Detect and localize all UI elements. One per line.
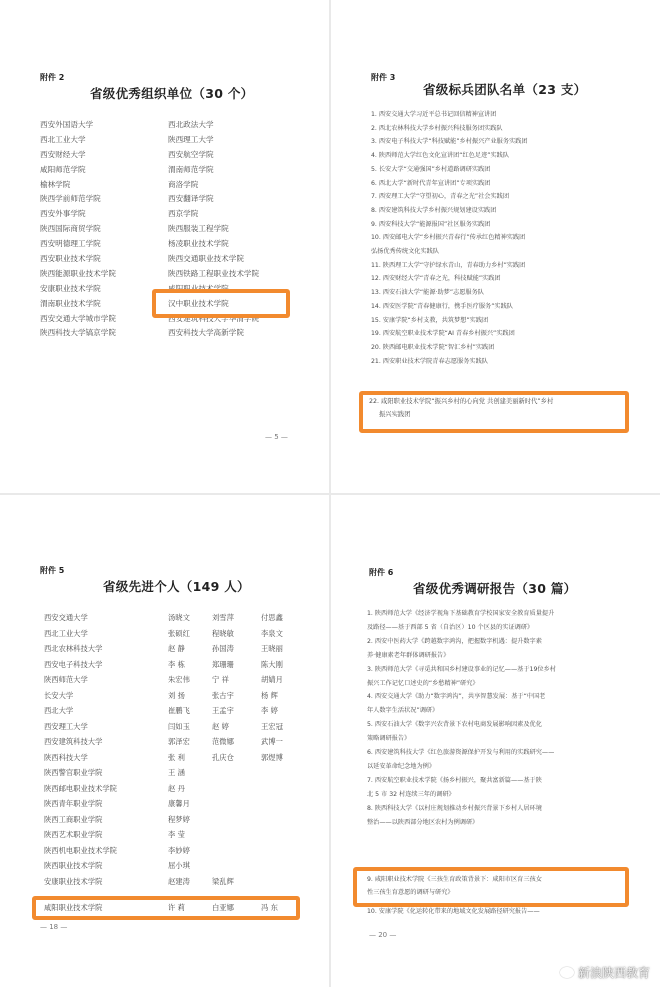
report-line: 4. 西安交通大学《助力“数字鸿沟”，共享智慧发展：基于“中国老 (367, 693, 546, 701)
person-name: 范微娜 (212, 737, 234, 746)
report-item: 10. 安康学院《化运转化带来的地域文化发展路径研究报告—— (367, 908, 540, 915)
unit-name: 榆林学院 (40, 179, 71, 189)
person-name: 许 莉 (168, 903, 185, 912)
unit-name: 西北政法大学 (168, 120, 214, 129)
unit-name: 安康职业技术学院 (40, 283, 101, 293)
person-name: 张硕红 (168, 628, 190, 638)
person-name: 汤晓文 (168, 613, 190, 622)
team-item: 19. 西安航空职业技术学院“AI 青春乡村振兴”实践团 (371, 330, 515, 338)
page-title: 省级标兵团队名单（23 支） (423, 82, 587, 97)
school-name: 陕西青年职业学院 (44, 799, 103, 808)
report-line: 6. 西安建筑科技大学《红色旅游资源保护开发与利用的实践研究—— (367, 749, 555, 757)
report-line: 振兴工作记忆口述史的“乡愁精神”研究》 (367, 679, 479, 687)
unit-name: 西京学院 (168, 209, 199, 219)
page-title: 省级优秀调研报告（30 篇） (413, 581, 577, 596)
school-name: 西安理工大学 (44, 721, 88, 731)
person-name: 王孟宇 (212, 706, 234, 715)
school-name: 咸阳职业技术学院 (44, 903, 103, 912)
unit-name: 陕西学前师范学院 (40, 194, 101, 204)
team-item: 9. 西安科技大学“能源报国”社区服务实践团 (371, 220, 491, 228)
page-title: 省级优秀组织单位（30 个） (90, 86, 254, 101)
team-item: 1. 西安交通大学习近平总书记回信精神宣讲团 (371, 111, 497, 118)
person-name: 刘雪萍 (212, 613, 234, 622)
unit-name: 西安航空学院 (168, 149, 214, 159)
person-name: 赵 婷 (212, 721, 229, 731)
team-item: 14. 西安医学院“青春健康行，携手医疗服务”实践队 (371, 302, 513, 310)
page-title: 省级先进个人（149 人） (103, 579, 250, 594)
unit-name: 汉中职业技术学院 (168, 298, 229, 308)
highlighted-report-line-1: 9. 咸阳职业技术学院《三孩生育政策背景下：咸阳市区育三孩女 (367, 876, 542, 883)
school-name: 陕西机电职业技术学院 (44, 845, 117, 855)
school-name: 长安大学 (44, 690, 74, 700)
report-line: 1. 陕西师范大学《经济学视角下基础教育学校国家安全教育质量提升 (367, 610, 555, 617)
person-name: 程晓敏 (212, 628, 234, 638)
school-name: 西安电子科技大学 (44, 659, 103, 669)
person-name: 程梦婷 (168, 814, 190, 824)
unit-name: 陕西国际商贸学院 (40, 224, 101, 234)
person-name: 胡婧月 (261, 675, 283, 684)
unit-name: 西安财经大学 (40, 149, 86, 159)
report-line: 策略调研报告》 (367, 735, 411, 743)
unit-name: 渭南职业技术学院 (40, 298, 101, 308)
person-name: 王宏冠 (261, 721, 283, 731)
weibo-icon (560, 967, 574, 978)
highlighted-team-line-2: 振兴实践团 (379, 411, 411, 418)
person-name: 刘 扬 (168, 690, 185, 700)
attachment-label: 附件 5 (40, 566, 65, 575)
person-name: 李 栋 (168, 659, 185, 669)
person-name: 孙国涛 (212, 644, 234, 653)
report-line: 养·健康素老年群体调研报告》 (367, 651, 450, 659)
school-name: 陕西邮电职业技术学院 (44, 783, 117, 793)
highlighted-report-line-2: 性三孩生育意愿的调研与研究》 (367, 889, 454, 896)
watermark (560, 964, 650, 981)
unit-name: 西安交通大学城市学院 (40, 313, 116, 323)
unit-list-left (40, 118, 116, 341)
report-line: 以延安革命纪念地为例》 (367, 762, 436, 770)
school-name: 陕西科技大学 (44, 752, 88, 762)
highlight-box (359, 391, 629, 433)
person-name: 白亚娜 (212, 903, 234, 912)
person-name: 郭泽宏 (168, 737, 190, 746)
school-name: 陕西职业技术学院 (44, 861, 103, 870)
attachment-label: 附件 3 (371, 73, 396, 82)
team-item: 4. 陕西师范大学红色文化宣讲团“红色足迹”实践队 (371, 152, 510, 160)
person-name: 孔庆仓 (212, 752, 234, 762)
school-name: 陕西艺术职业学院 (44, 830, 103, 839)
school-name: 西安交通大学 (44, 613, 88, 622)
person-name: 王 涵 (168, 768, 185, 777)
unit-name: 陕西铁路工程职业技术学院 (168, 268, 260, 278)
report-line: 7. 西安航空职业技术学院《扬乡村振兴，聚共富新篇——基于陕 (367, 776, 542, 784)
person-name: 王晓丽 (261, 644, 283, 653)
school-name: 安康职业技术学院 (44, 876, 103, 886)
report-line: 5. 西安石油大学《数字兴农背景下农村电商发展影响因素及优化 (367, 721, 542, 729)
unit-name: 商洛学院 (168, 179, 199, 189)
team-item: 2. 西北农林科技大学乡村振兴科技服务团实践队 (371, 124, 503, 132)
team-item: 6. 西北大学“新时代青年宣讲团”专项实践团 (371, 179, 491, 187)
unit-name: 西安建筑科技大学华清学院 (168, 313, 260, 323)
unit-name: 渭南师范学院 (168, 164, 214, 174)
team-item: 10. 西安邮电大学“乡村振兴青春行”传承红色精神实践团 (371, 234, 526, 242)
team-item: 12. 西安财经大学“青春之光，科技赋能”实践团 (371, 275, 501, 283)
unit-name: 西安外事学院 (40, 209, 86, 219)
team-item: 5. 长安大学“交通强国”乡村道路调研实践团 (371, 165, 491, 173)
highlight-box (353, 867, 629, 907)
team-item: 11. 陕西理工大学“守护绿水青山，青春助力乡村”实践团 (371, 261, 526, 269)
unit-name: 杨凌职业技术学院 (168, 239, 229, 249)
report-line: 年人数字生活状况”调研》 (367, 707, 439, 715)
person-name: 陈大刚 (261, 659, 283, 669)
person-name: 朱宏伟 (168, 675, 190, 684)
person-name: 张 利 (168, 752, 185, 762)
unit-name: 西安明德理工学院 (40, 239, 101, 249)
person-name: 崔鹏飞 (168, 706, 190, 715)
team-item: 13. 西安石油大学“能源·助梦”志愿服务队 (371, 289, 484, 297)
school-name: 陕西师范大学 (44, 675, 88, 684)
page-number: — 5 — (265, 433, 288, 441)
report-list (367, 607, 556, 830)
person-name: 张古宇 (212, 690, 234, 700)
person-name: 李 婷 (261, 706, 278, 715)
person-name: 赵建涛 (168, 876, 190, 886)
unit-name: 陕西科技大学镐京学院 (40, 328, 116, 338)
team-item: 3. 西安电子科技大学“科技赋能”乡村振兴产业服务实践团 (371, 138, 528, 146)
person-name: 宁 祥 (212, 675, 229, 684)
highlighted-team-line-1: 22. 咸阳职业技术学院“振兴乡村的心向党 共创建美丽新时代”乡村 (369, 398, 554, 405)
person-name: 闫如玉 (168, 721, 190, 731)
person-name: 李 莹 (168, 830, 185, 839)
person-name: 赵 静 (168, 644, 185, 653)
school-name: 西北工业大学 (44, 628, 88, 638)
report-list-last (367, 905, 540, 919)
unit-name: 西安外国语大学 (40, 120, 94, 129)
document-page-attachment-3 (331, 0, 660, 493)
unit-name: 咸阳职业技术学院 (168, 283, 229, 293)
team-item: 弘扬优秀传统文化实践队 (371, 248, 440, 256)
unit-name: 西安科技大学高新学院 (168, 328, 244, 338)
unit-name: 陕西服装工程学院 (168, 224, 229, 234)
school-name: 陕西警官职业学院 (44, 768, 103, 777)
person-name: 屈小琪 (168, 861, 190, 870)
team-item: 20. 陕西邮电职业技术学院“智汇乡村”实践团 (371, 343, 495, 351)
school-name: 西北农林科技大学 (44, 644, 103, 653)
person-name: 冯 东 (261, 903, 278, 912)
team-item: 7. 西安理工大学“守望初心，青春之光”社会实践团 (371, 193, 510, 201)
person-name: 李泉文 (261, 628, 283, 638)
person-name: 郑珊珊 (212, 659, 234, 669)
report-line: 北 5 市 32 村连续三年的调研》 (367, 790, 455, 798)
document-page-attachment-6 (331, 495, 660, 987)
attachment-label: 附件 6 (369, 568, 394, 577)
school-name: 西北大学 (44, 706, 74, 715)
person-name: 康馨月 (168, 799, 190, 808)
report-line: 8. 陕西科技大学《以村庄规划推动乡村振兴背景下乡村人居环境 (367, 804, 542, 812)
document-page-attachment-5 (0, 495, 329, 987)
unit-name: 西北工业大学 (40, 134, 86, 144)
page-number: — 20 — (369, 931, 397, 939)
watermark-text: 新浪陕西教育 (577, 966, 650, 980)
report-line: 整治——以陕西部分地区农村为例调研》 (367, 818, 479, 826)
report-line: 2. 西安中医药大学《跨越数字鸿沟，把握数字机遇：提升数字素 (367, 637, 542, 645)
person-name: 郭煜博 (261, 752, 283, 762)
person-name: 李妙婷 (168, 845, 190, 855)
report-line: 3. 陕西师范大学《寻觅共和国乡村建设事业的记忆——基于19位乡村 (367, 665, 556, 673)
person-name: 杨 辉 (261, 690, 278, 700)
person-name: 付思鑫 (261, 613, 283, 622)
unit-name: 西安职业技术学院 (40, 254, 101, 264)
person-name: 梁乱辉 (212, 876, 234, 886)
team-item: 15. 安康学院“乡村支教，共筑梦想”实践团 (371, 316, 489, 324)
unit-name: 陕西交通职业技术学院 (168, 254, 244, 264)
report-line: 及路径——基于西部 5 省（自治区）10 个区县的实证调研》 (367, 623, 534, 631)
person-name: 武博一 (261, 737, 283, 746)
person-name: 赵 丹 (168, 783, 185, 793)
unit-name: 陕西能源职业技术学院 (40, 268, 116, 278)
document-page-attachment-2 (0, 0, 329, 493)
team-list (371, 108, 528, 368)
unit-name: 西安翻译学院 (168, 194, 214, 204)
highlight-box (32, 896, 300, 920)
highlight-box (152, 289, 290, 318)
school-name: 西安建筑科技大学 (44, 737, 103, 746)
team-item: 21. 西安职业技术学院青春志愿服务实践队 (371, 357, 488, 365)
attachment-label: 附件 2 (40, 73, 65, 82)
school-name: 陕西工商职业学院 (44, 814, 103, 824)
page-number: — 18 — (40, 923, 68, 931)
unit-name: 陕西理工大学 (168, 134, 214, 144)
team-item: 8. 西安建筑科技大学乡村振兴规划建设实践团 (371, 206, 497, 214)
unit-name: 咸阳师范学院 (40, 164, 86, 174)
